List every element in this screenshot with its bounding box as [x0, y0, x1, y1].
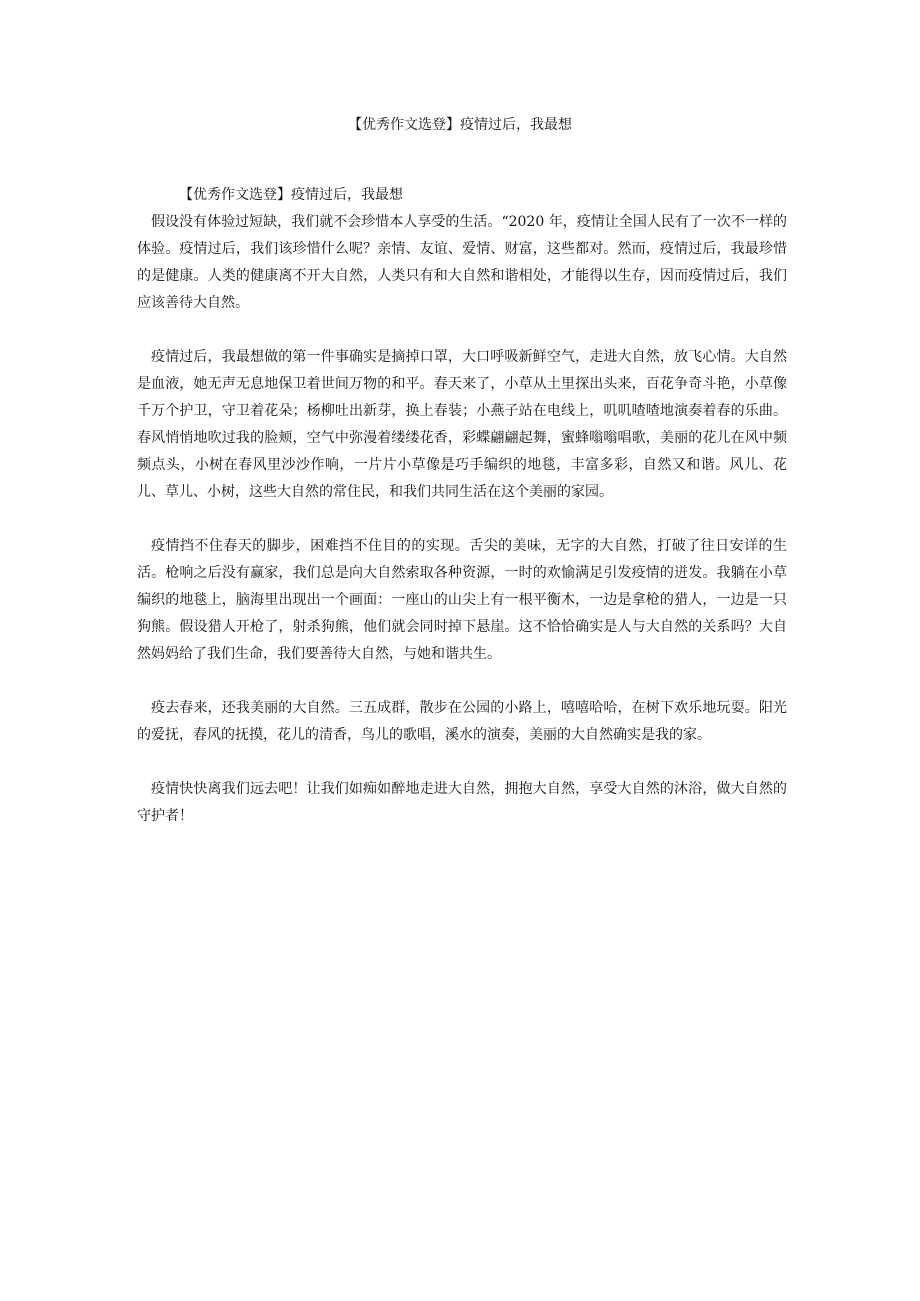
paragraph-2: 疫情过后，我最想做的第一件事确实是摘掉口罩，大口呼吸新鲜空气，走进大自然，放飞心情。大自然是血液，她无声无息地保卫着世间万物的和平。春天来了，小草从土里探出头来，百花争奇斗艳，小草像千万个护卫，守卫着花朵；杨柳吐出新芽，换上春装；小燕子站在电线上，叽叽喳喳地演奏着春的乐曲。春风悄悄地吹过我的脸颊，空气中弥漫着缕缕花香，彩蝶翩翩起舞，蜜蜂嗡嗡唱歌，美丽的花儿在风中频频点头，小树在春风里沙沙作响，一片片小草像是巧手编织的地毯，丰富多彩，自然又和谐。风儿、花儿、草儿、小树，这些大自然的常住民，和我们共同生活在这个美丽的家园。 [137, 349, 787, 500]
page-title: 【优秀作文选登】疫情过后，我最想 [348, 117, 572, 133]
paragraph-1: 假设没有体验过短缺，我们就不会珍惜本人享受的生活。“2020 年，疫情让全国人民有了一次不一样的体验。疫情过后，我们该珍惜什么呢？亲情、友谊、爱情、财富，这些都对。然而，疫情过后，我最珍惜的是健康。人类的健康离不开大自然，人类只有和大自然和谐相处，才能得以生存，因而疫情过后，我们应该善待大自然。 [137, 214, 787, 311]
paragraph-5: 疫情快快离我们远去吧！让我们如痴如醉地走进大自然，拥抱大自然，享受大自然的沐浴，做大自然的守护者！ [137, 781, 787, 824]
paragraph-4: 疫去春来，还我美丽的大自然。三五成群，散步在公园的小路上，嘻嘻哈哈，在树下欢乐地玩耍。阳光的爱抚，春风的抚摸，花儿的清香，鸟儿的歌唱，溪水的演奏，美丽的大自然确实是我的家。 [137, 700, 787, 743]
article-subtitle: 【优秀作文选登】疫情过后，我最想 [179, 187, 403, 203]
article-body [137, 182, 787, 830]
paragraph-3: 疫情挡不住春天的脚步，困难挡不住目的的实现。舌尖的美味，无字的大自然，打破了往日安详的生活。枪响之后没有赢家，我们总是向大自然索取各种资源，一时的欢愉满足引发疫情的迸发。我躺在小草编织的地毯上，脑海里出现出一个画面：一座山的山尖上有一根平衡木，一边是拿枪的猎人，一边是一只狗熊。假设猎人开枪了，射杀狗熊，他们就会同时掉下悬崖。这不恰恰确实是人与大自然的关系吗？大自然妈妈给了我们生命，我们要善待大自然，与她和谐共生。 [137, 538, 787, 662]
